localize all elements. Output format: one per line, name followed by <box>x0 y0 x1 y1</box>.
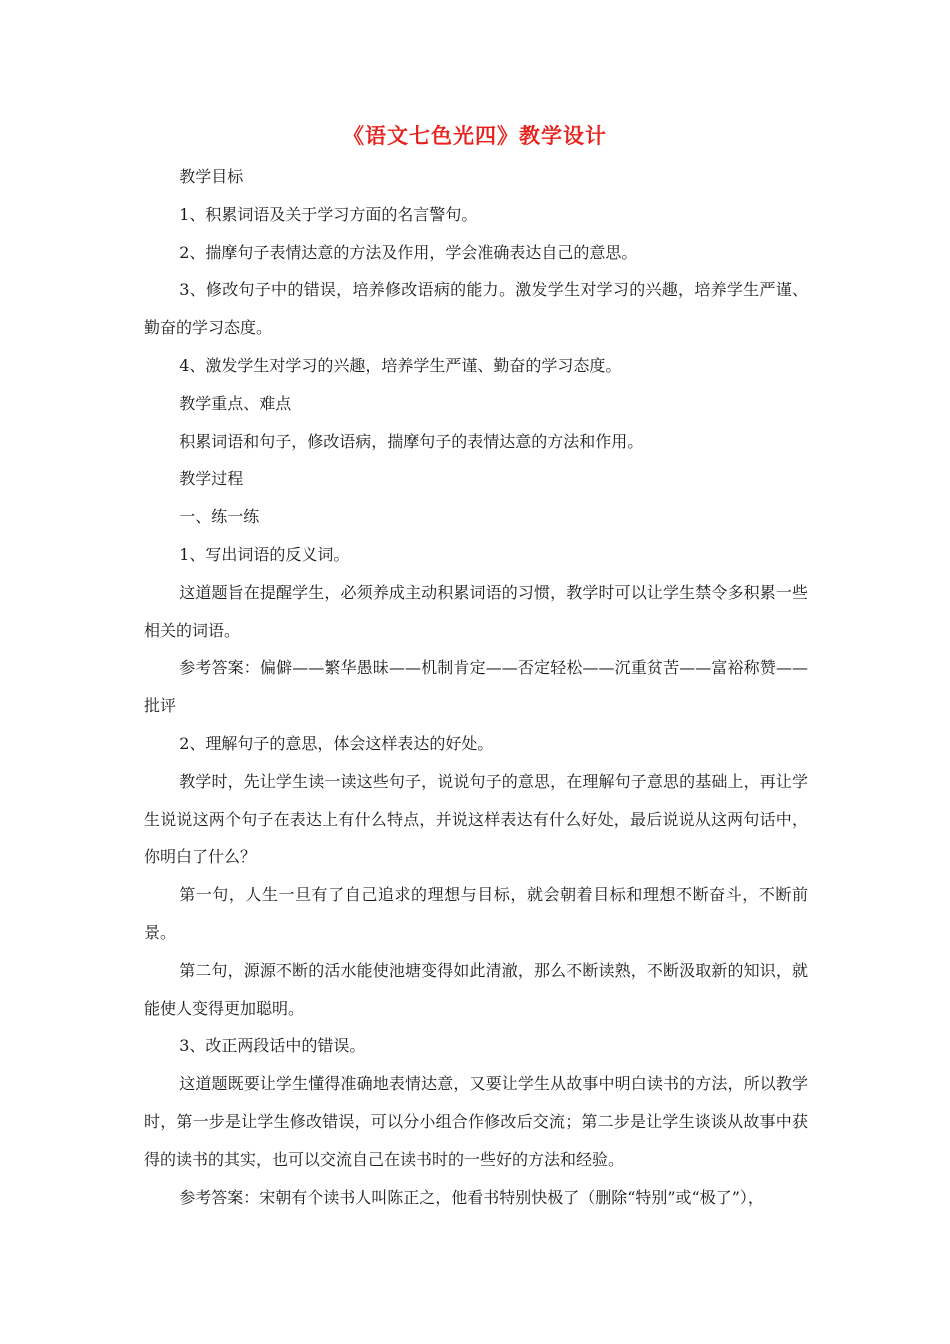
paragraph-subheading: 一、练一练 <box>179 507 260 527</box>
paragraph: 1、写出词语的反义词。 <box>179 544 350 564</box>
paragraph: 3、改正两段话中的错误。 <box>179 1036 366 1056</box>
paragraph: 这道题既要让学生懂得准确地表情达意，又要让学生从故事中明白读书的方法，所以教学时，第一步是让学生修改错误，可以分小组合作修改后交流；第二步是让学生谈谈从故事中获得的读书的其实，也可以交流自己在读书时的一些好的方法和经验。 <box>144 1074 808 1169</box>
paragraph: 参考答案：宋朝有个读书人叫陈正之，他看书特别快极了（删除“特别”或“极了”）， <box>179 1187 764 1207</box>
paragraph: 3、修改句子中的错误，培养修改语病的能力。激发学生对学习的兴趣，培养学生严谨、勤奋的学习态度。 <box>144 280 808 338</box>
paragraph-section-heading: 教学重点、难点 <box>179 393 292 413</box>
paragraph: 1、积累词语及关于学习方面的名言警句。 <box>179 204 478 224</box>
paragraph: 积累词语和句子，修改语病，揣摩句子的表情达意的方法和作用。 <box>179 431 644 451</box>
document-body <box>144 158 808 1216</box>
paragraph-section-heading: 教学过程 <box>179 469 244 489</box>
paragraph: 第二句，源源不断的活水能使池塘变得如此清澈，那么不断读熟，不断汲取新的知识，就能使人变得更加聪明。 <box>144 960 808 1018</box>
paragraph: 教学时，先让学生读一读这些句子，说说句子的意思，在理解句子意思的基础上，再让学生说说这两个句子在表达上有什么特点，并说这样表达有什么好处，最后说说从这两句话中，你明白了什么？ <box>144 771 808 867</box>
paragraph-section-heading: 教学目标 <box>179 167 244 186</box>
paragraph: 这道题旨在提醒学生，必须养成主动积累词语的习惯，教学时可以让学生禁令多积累一些相关的词语。 <box>144 582 808 640</box>
paragraph: 2、理解句子的意思，体会这样表达的好处。 <box>179 733 494 753</box>
paragraph: 第一句，人生一旦有了自己追求的理想与目标，就会朝着目标和理想不断奋斗，不断前景。 <box>144 885 808 942</box>
paragraph: 2、揣摩句子表情达意的方法及作用，学会准确表达自己的意思。 <box>179 242 638 262</box>
document-title: 《语文七色光四》教学设计 <box>343 124 607 148</box>
paragraph: 4、激发学生对学习的兴趣，培养学生严谨、勤奋的学习态度。 <box>179 355 622 375</box>
paragraph: 参考答案：偏僻——繁华愚昧——机制肯定——否定轻松——沉重贫苦——富裕称赞——批评 <box>144 658 808 716</box>
